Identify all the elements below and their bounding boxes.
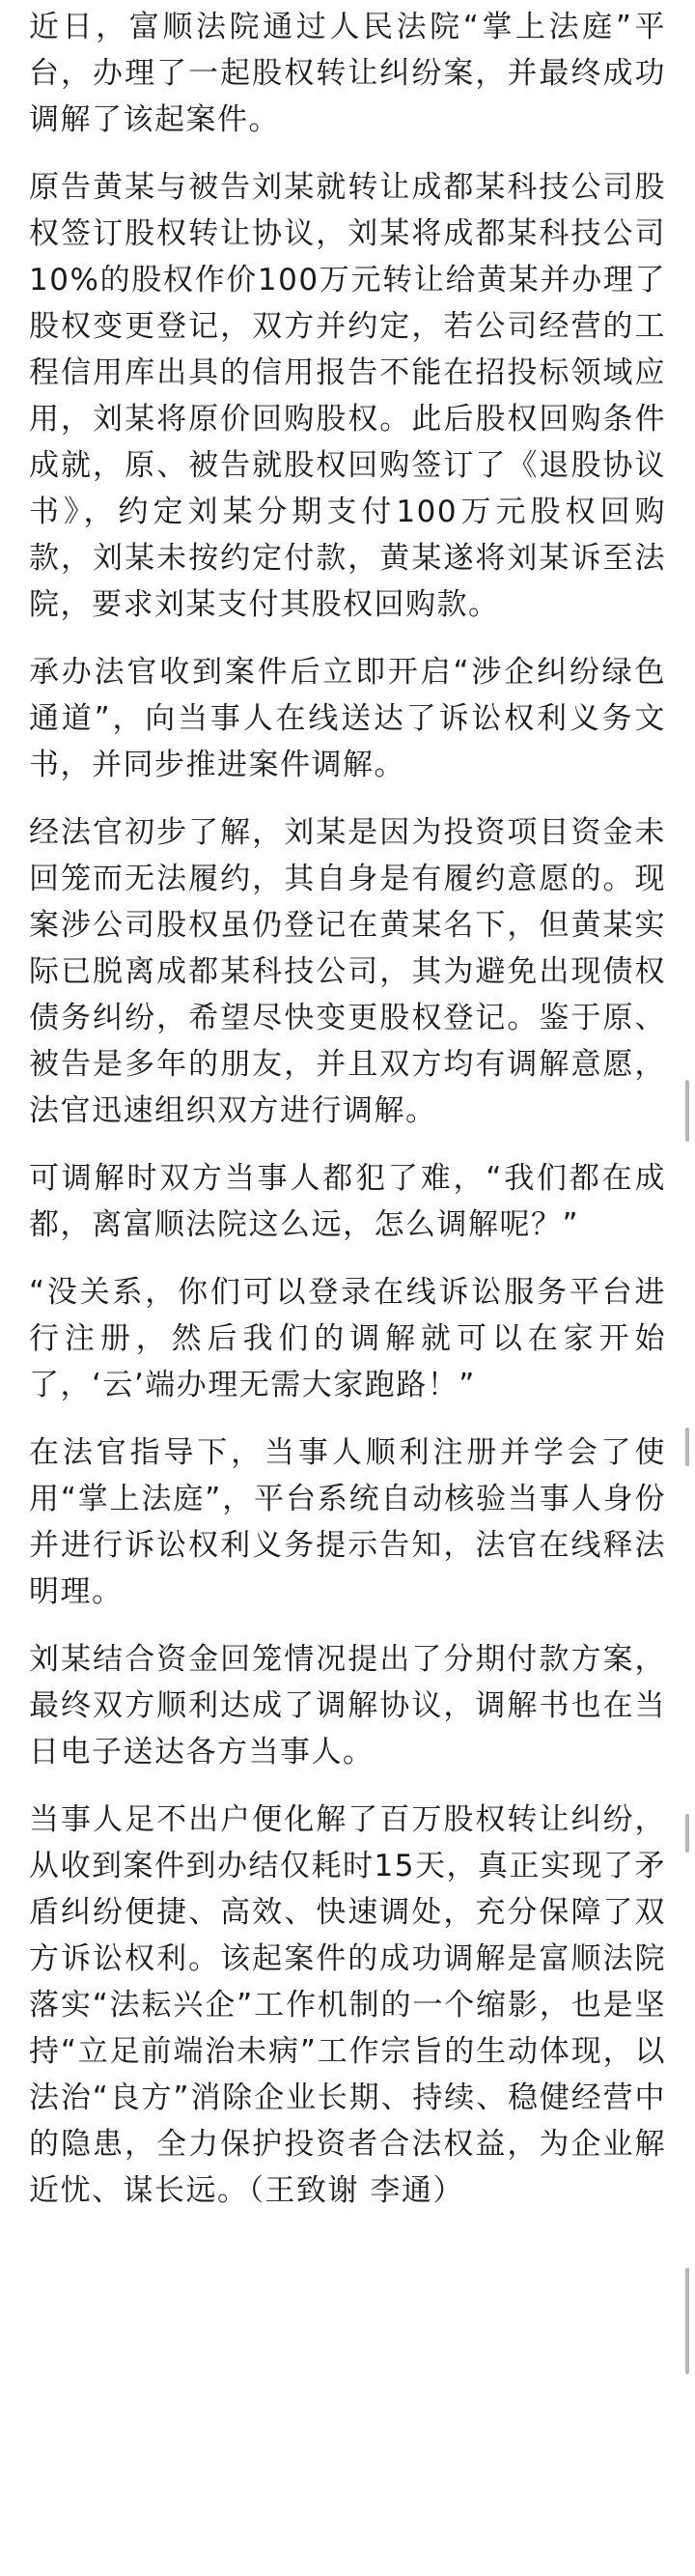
paragraph-1: 近日，富顺法院通过人民法院“掌上法庭”平台，办理了一起股权转让纠纷案，并最终成功调解了该起案件。: [29, 10, 666, 137]
scroll-tick: [685, 2268, 689, 2374]
scroll-tick: [685, 1814, 689, 1853]
paragraph-5: 可调解时双方当事人都犯了难，“我们都在成都，离富顺法院这么远，怎么调解呢？”: [29, 1161, 666, 1242]
paragraph-4: 经法官初步了解，刘某是因为投资项目资金未回笼而无法履约，其自身是有履约意愿的。现案涉公司股权虽仍登记在黄某名下，但黄某实际已脱离成都某科技公司，其为避免出现债权债务纠纷，希望尽快变更股权登记。鉴于原、被告是多年的朋友，并且双方均有调解意愿，法官迅速组织双方进行调解。: [29, 815, 666, 1128]
paragraph-8: 刘某结合资金回笼情况提出了分期付款方案，最终双方顺利达成了调解协议，调解书也在当日电子送达各方当事人。: [29, 1642, 666, 1769]
scroll-indicator: [685, 0, 689, 2576]
paragraph-6: “没关系，你们可以登录在线诉讼服务平台进行注册，然后我们的调解就可以在家开始了，‘云’端办理无需大家跑路！”: [29, 1275, 666, 1402]
paragraph-2: 原告黄某与被告刘某就转让成都某科技公司股权签订股权转让协议，刘某将成都某科技公司10%的股权作价100万元转让给黄某并办理了股权变更登记，双方并约定，若公司经营的工程信用库出具的信用报告不能在招投标领域应用，刘某将原价回购股权。此后股权回购条件成就，原、被告就股权回购签订了《退股协议书》，约定刘某分期支付100万元股权回购款，刘某未按约定付款，黄某遂将刘某诉至法院，要求刘某支付其股权回购款。: [29, 170, 666, 622]
paragraph-3: 承办法官收到案件后立即开启“涉企纠纷绿色通道”，向当事人在线送达了诉讼权利义务文书，并同步推进案件调解。: [29, 655, 666, 782]
paragraph-9: 当事人足不出户便化解了百万股权转让纠纷，从收到案件到办结仅耗时15天，真正实现了矛盾纠纷便捷、高效、快速调处，充分保障了双方诉讼权利。该起案件的成功调解是富顺法院落实“法耘兴企”工作机制的一个缩影，也是坚持“立足前端治未病”工作宗旨的生动体现，以法治“良方”消除企业长期、持续、稳健经营中的隐患，全力保护投资者合法权益，为企业解近忧、谋长远。（王致谢 李通）: [29, 1802, 666, 2208]
scroll-tick: [685, 1428, 689, 1466]
scroll-tick: [685, 1080, 689, 1142]
paragraph-7: 在法官指导下，当事人顺利注册并学会了使用“掌上法庭”，平台系统自动核验当事人身份并进行诉讼权利义务提示告知，法官在线释法明理。: [29, 1435, 666, 1609]
